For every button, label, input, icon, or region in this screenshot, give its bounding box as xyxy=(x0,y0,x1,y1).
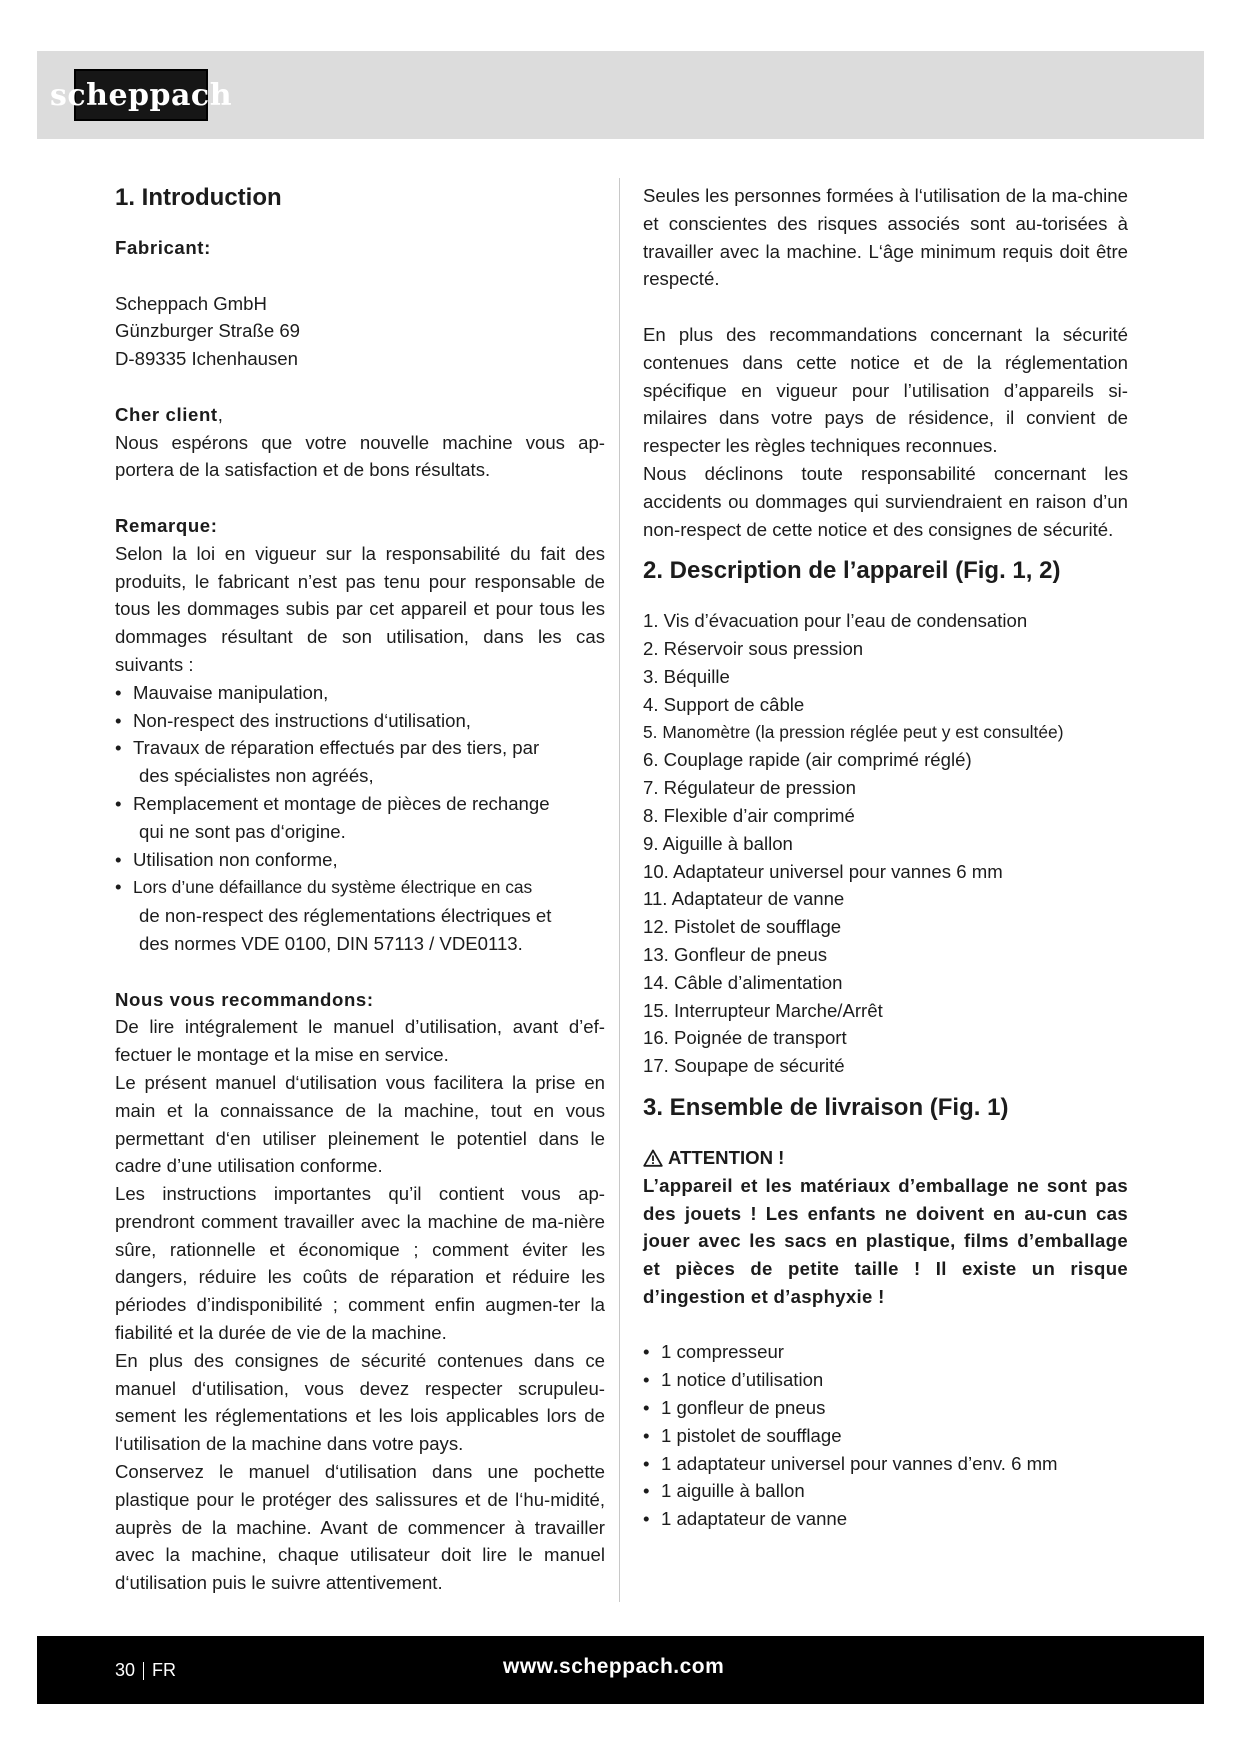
right-column xyxy=(643,182,1128,1533)
recommandons-paragraph: De lire intégralement le manuel d’utilisation, avant d’ef-fectuer le montage et la mise en service. xyxy=(115,1016,605,1066)
address-line: Scheppach GmbH xyxy=(115,292,267,314)
left-column xyxy=(115,182,605,1597)
attention-heading: ATTENTION ! xyxy=(643,1144,1128,1172)
recommandons-paragraph: Le présent manuel d‘utilisation vous facilitera la prise en main et la connaissance de la machine, tout en vous permettant d‘en utiliser pleinement le potentiel dans le cadre d’une utilisation conforme. xyxy=(115,1071,605,1177)
list-item: 5. Manomètre (la pression réglée peut y est consultée) xyxy=(643,721,1064,742)
list-item: • Remplacement et montage de pièces de rechange qui ne sont pas d‘origine. xyxy=(115,790,605,846)
description-heading: 2. Description de l’appareil (Fig. 1, 2) xyxy=(643,557,1061,585)
list-item: • Mauvaise manipulation, xyxy=(115,679,605,707)
list-item: 14. Câble d’alimentation xyxy=(643,971,843,993)
recommandons-paragraph: Conservez le manuel d‘utilisation dans une pochette plastique pour le protéger des salissures et de l‘hu-midité, auprès de la machine. Avant de commencer à travailler avec la machine, chaque utilisateur doit lire le manuel d‘utilisation puis le suivre attentivement. xyxy=(115,1461,605,1594)
list-item: 8. Flexible d’air comprimé xyxy=(643,804,855,826)
list-item: 7. Régulateur de pression xyxy=(643,777,856,799)
list-item: 13. Gonfleur de pneus xyxy=(643,943,828,965)
page-language: FR xyxy=(152,1660,177,1680)
recommandons-label: Nous vous recommandons: xyxy=(115,988,374,1010)
parts-list xyxy=(643,607,1128,1080)
fabricant-label: Fabricant: xyxy=(115,237,211,258)
cher-client-text: Nous espérons que votre nouvelle machine vous ap-portera de la satisfaction et de bons résultats. xyxy=(115,431,605,481)
delivery-list xyxy=(643,1338,1128,1533)
page-number: 30 xyxy=(115,1660,136,1680)
list-item: 9. Aiguille à ballon xyxy=(643,832,793,854)
cher-client-heading: Cher client, xyxy=(115,403,223,425)
safety-paragraph: En plus des recommandations concernant la sécurité contenues dans cette notice et de la réglementation spécifique en vigueur pour l’utilisation d’appareils si-milaires dans votre pays de résidence, il convient de respecter les règles techniques reconnues. xyxy=(643,323,1128,457)
list-item: 4. Support de câble xyxy=(643,693,805,715)
liability-exclusions-list xyxy=(115,679,605,958)
list-item: 15. Interrupteur Marche/Arrêt xyxy=(643,999,883,1021)
list-item: • 1 adaptateur universel pour vannes d’env. 6 mm xyxy=(643,1450,1128,1478)
recommandons-paragraph: En plus des consignes de sécurité contenues dans ce manuel d‘utilisation, vous devez respecter scrupuleu-sement les réglementations et les lois applicables lors de l‘utilisation de la machine dans votre pays. xyxy=(115,1349,605,1455)
list-item: • 1 aiguille à ballon xyxy=(643,1477,1128,1505)
list-item: • Travaux de réparation effectués par des tiers, par des spécialistes non agréés, xyxy=(115,734,605,790)
list-item: • Non-respect des instructions d‘utilisation, xyxy=(115,707,605,735)
list-item: 3. Béquille xyxy=(643,665,730,687)
intro-heading: 1. Introduction xyxy=(115,184,282,211)
list-item: 2. Réservoir sous pression xyxy=(643,638,864,660)
warning-icon xyxy=(643,1149,663,1167)
attention-text: L’appareil et les matériaux d’emballage ne sont pas des jouets ! Les enfants ne doivent en au-cun cas jouer avec les sacs en plastique, films d’emballage et pièces de petite taille ! Il existe un risque d’ingestion et d’asphyxie ! xyxy=(643,1174,1128,1307)
list-item: 12. Pistolet de soufflage xyxy=(643,916,842,938)
website-link[interactable]: www.scheppach.com xyxy=(503,1655,725,1678)
footer-bar xyxy=(37,1636,1204,1704)
list-item: • 1 gonfleur de pneus xyxy=(643,1394,1128,1422)
list-item: 17. Soupape de sécurité xyxy=(643,1055,845,1077)
list-item: • Lors d’une défaillance du système électrique en cas de non-respect des réglementations électriques et des normes VDE 0100, DIN 57113 / VDE0113. xyxy=(115,873,605,957)
list-item: 6. Couplage rapide (air comprimé réglé) xyxy=(643,749,972,771)
safety-paragraph: Seules les personnes formées à l‘utilisation de la ma-chine et conscientes des risques associés sont au-torisées à travailler avec la machine. L‘âge minimum requis doit être respecté. xyxy=(643,185,1128,290)
list-item: 1. Vis d’évacuation pour l’eau de condensation xyxy=(643,610,1028,632)
manufacturer-address xyxy=(115,290,605,373)
list-item: • 1 compresseur xyxy=(643,1338,1128,1366)
list-item: 16. Poignée de transport xyxy=(643,1027,847,1049)
remarque-text: Selon la loi en vigueur sur la responsabilité du fait des produits, le fabricant n’est pas tenu pour responsable de tous les dommages subis par cet appareil et pour tous les dommages résultant de son utilisation, dans les cas suivants : xyxy=(115,542,605,675)
header-bar xyxy=(37,51,1204,139)
page-separator xyxy=(143,1662,144,1680)
recommandons-paragraph: Les instructions importantes qu’il contient vous ap-prendront comment travailler avec la machine de ma-nière sûre, rationnelle et économique ; comment éviter les dangers, réduire les coûts de réparation et réduire les périodes d’indisponibilité ; comment enfin augmen-ter la fiabilité et la durée de vie de la machine. xyxy=(115,1183,605,1344)
page-indicator xyxy=(115,1660,176,1681)
list-item: • 1 notice d’utilisation xyxy=(643,1366,1128,1394)
list-item: • 1 adaptateur de vanne xyxy=(643,1505,1128,1533)
list-item: 11. Adaptateur de vanne xyxy=(643,888,845,910)
list-item: 10. Adaptateur universel pour vannes 6 mm xyxy=(643,860,1003,882)
livraison-heading: 3. Ensemble de livraison (Fig. 1) xyxy=(643,1093,1009,1121)
list-item: • 1 pistolet de soufflage xyxy=(643,1422,1128,1450)
liability-paragraph: Nous déclinons toute responsabilité concernant les accidents ou dommages qui surviendraient en raison d’un non-respect de cette notice et des consignes de sécurité. xyxy=(643,462,1128,540)
list-item: • Utilisation non conforme, xyxy=(115,846,605,874)
address-line: Günzburger Straße 69 xyxy=(115,320,301,342)
brand-logo: scheppach xyxy=(74,69,208,121)
column-divider xyxy=(619,178,620,1602)
address-line: D-89335 Ichenhausen xyxy=(115,348,298,370)
remarque-label: Remarque: xyxy=(115,514,218,536)
